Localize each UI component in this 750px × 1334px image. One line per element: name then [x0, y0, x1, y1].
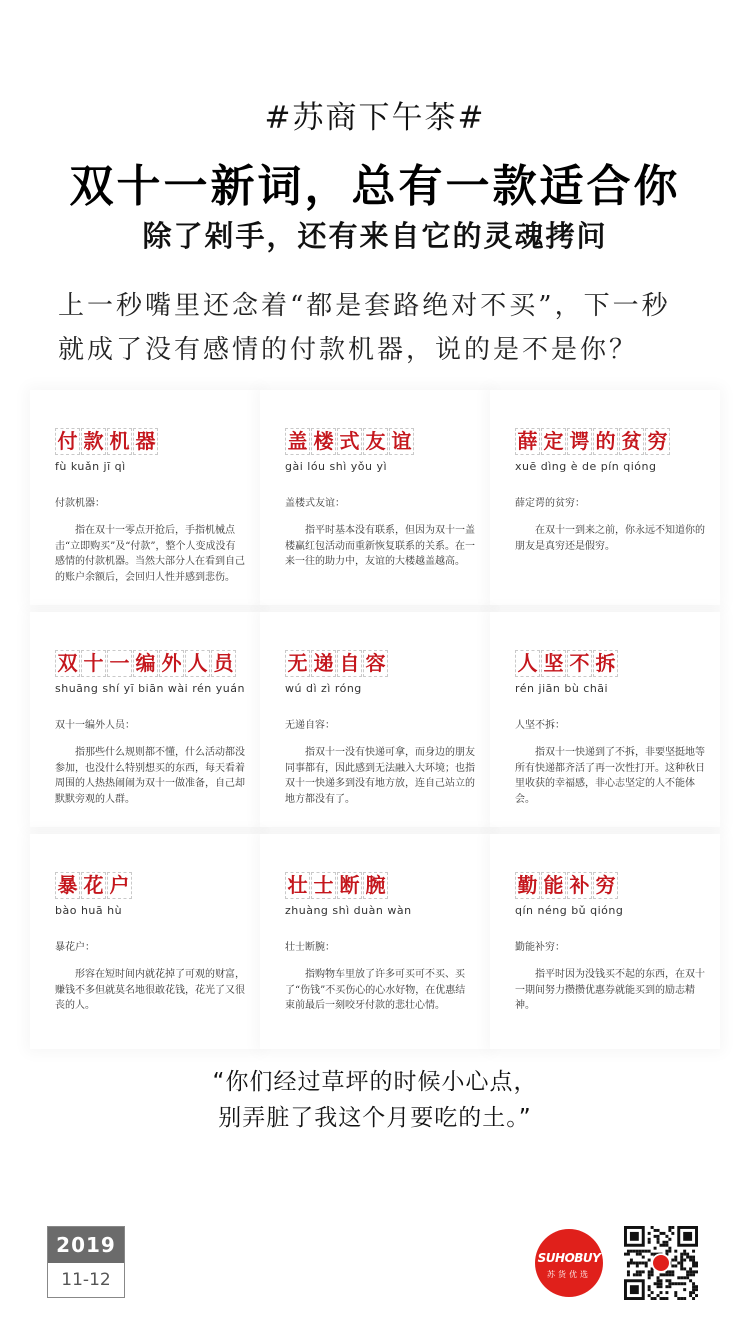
term-character: 暴	[55, 872, 80, 899]
term-pinyin: fù kuǎn jī qì	[55, 460, 126, 473]
term-character: 器	[133, 428, 158, 455]
term-label: 无递自容：	[285, 720, 335, 731]
term-title	[285, 650, 389, 678]
term-label: 人坚不拆：	[515, 720, 565, 731]
term-pinyin: gài lóu shì yǒu yì	[285, 460, 388, 473]
term-label: 暴花户：	[55, 942, 95, 953]
date-badge	[47, 1226, 125, 1298]
term-character: 无	[285, 650, 310, 677]
term-description: 指平时因为没钱买不起的东西，在双十一期间努力攒攒优惠券就能买到的励志精神。	[515, 969, 705, 1011]
term-character: 薛	[515, 428, 540, 455]
term-character: 断	[337, 872, 362, 899]
term-pinyin: zhuàng shì duàn wàn	[285, 904, 412, 917]
term-title	[515, 872, 619, 900]
intro-line-1: 上一秒嘴里还念着“都是套路绝对不买”，下一秒	[58, 291, 671, 321]
term-description: 指双十一没有快递可拿，而身边的朋友同事都有，因此感到无法融入大环境；也指双十一快递多到没有地方放，连自己站立的地方都没有了。	[285, 747, 475, 805]
date-year: 2019	[48, 1227, 124, 1263]
term-title	[55, 650, 237, 678]
term-character: 友	[363, 428, 388, 455]
term-title	[285, 428, 415, 456]
term-character: 容	[363, 650, 388, 677]
term-pinyin: xuē dìng è de pín qióng	[515, 460, 657, 473]
term-label: 勤能补穷：	[515, 942, 565, 953]
term-character: 能	[541, 872, 566, 899]
page-title: 双十一新词，总有一款适合你	[69, 161, 681, 212]
term-card	[260, 834, 490, 1049]
term-pinyin: rén jiān bù chāi	[515, 682, 609, 695]
term-character: 坚	[541, 650, 566, 677]
term-character: 谊	[389, 428, 414, 455]
date-day: 11-12	[61, 1270, 111, 1290]
term-title	[515, 428, 671, 456]
term-character: 腕	[363, 872, 388, 899]
term-card	[260, 390, 490, 605]
term-character: 补	[567, 872, 592, 899]
term-pinyin: qín néng bǔ qióng	[515, 904, 624, 917]
term-pinyin: bào huā hù	[55, 904, 123, 917]
intro-line-2: 就成了没有感情的付款机器，说的是不是你？	[58, 335, 639, 365]
term-card	[260, 612, 490, 827]
term-character: 勤	[515, 872, 540, 899]
term-character: 编	[133, 650, 158, 677]
brand-logo-en: SUHOBUY	[537, 1251, 601, 1265]
hashtag-title: #苏商下午茶#	[264, 100, 486, 136]
term-character: 递	[311, 650, 336, 677]
quote	[0, 1064, 750, 1136]
term-pinyin: wú dì zì róng	[285, 682, 362, 695]
term-character: 一	[107, 650, 132, 677]
term-title	[285, 872, 389, 900]
brand-logo	[535, 1229, 603, 1297]
term-description: 指购物车里放了许多可买可不买、买了“伤钱”不买伤心的心水好物，在优惠结束前最后一刻咬牙付款的悲壮心情。	[285, 969, 466, 1011]
term-character: 付	[55, 428, 80, 455]
term-character: 士	[311, 872, 336, 899]
term-card	[490, 834, 720, 1049]
term-label: 薛定谔的贫穷：	[515, 498, 585, 509]
term-character: 花	[81, 872, 106, 899]
term-character: 款	[81, 428, 106, 455]
term-character: 谔	[567, 428, 592, 455]
term-label: 壮士断腕：	[285, 942, 335, 953]
qr-code-icon[interactable]	[624, 1226, 698, 1300]
term-character: 穷	[645, 428, 670, 455]
term-character: 人	[515, 650, 540, 677]
term-description: 指在双十一零点开抢后，手指机械点击“立即购买”及“付款”，整个人变成没有感情的付款机器。当然大部分人在看到自己的账户余额后，会回归人性并感到悲伤。	[55, 525, 245, 583]
term-character: 自	[337, 650, 362, 677]
term-title	[55, 428, 159, 456]
term-character: 不	[567, 650, 592, 677]
quote-line-1: “你们经过草坪的时候小心点，	[212, 1069, 538, 1095]
term-title	[55, 872, 133, 900]
term-card	[30, 612, 260, 827]
term-description: 指平时基本没有联系，但因为双十一盖楼赢红包活动而重新恢复联系的关系。在一来一往的助力中，友谊的大楼越盖越高。	[285, 525, 475, 567]
term-character: 的	[593, 428, 618, 455]
term-character: 楼	[311, 428, 336, 455]
brand-logo-cn: 苏货优选	[547, 1270, 591, 1279]
term-description: 指那些什么规则都不懂，什么活动都没参加，也没什么特别想买的东西，每天看着周围的人热热闹闹为双十一做准备，自己却默默旁观的人群。	[55, 747, 245, 805]
term-title	[515, 650, 619, 678]
term-character: 拆	[593, 650, 618, 677]
term-description: 形容在短时间内就花掉了可观的财富，赚钱不多但就莫名地很敢花钱，花光了又很丧的人。	[55, 969, 245, 1011]
term-description: 指双十一快递到了不拆，非要坚挺地等所有快递都齐活了再一次性打开。这种秋日里收获的幸福感，非心志坚定的人不能体会。	[515, 747, 705, 805]
term-character: 盖	[285, 428, 310, 455]
term-character: 户	[107, 872, 132, 899]
term-label: 付款机器：	[55, 498, 105, 509]
term-character: 定	[541, 428, 566, 455]
term-character: 穷	[593, 872, 618, 899]
term-character: 双	[55, 650, 80, 677]
quote-line-2: 别弄脏了我这个月要吃的土。”	[218, 1105, 532, 1131]
term-character: 机	[107, 428, 132, 455]
term-character: 员	[211, 650, 236, 677]
term-pinyin: shuāng shí yī biān wài rén yuán	[55, 682, 245, 695]
term-character: 人	[185, 650, 210, 677]
term-label: 盖楼式友谊：	[285, 498, 345, 509]
page-subtitle: 除了剁手，还有来自它的灵魂拷问	[142, 219, 608, 253]
term-card	[30, 834, 260, 1049]
term-card	[490, 612, 720, 827]
term-character: 十	[81, 650, 106, 677]
term-card	[30, 390, 260, 605]
term-card	[490, 390, 720, 605]
term-character: 壮	[285, 872, 310, 899]
term-character: 贫	[619, 428, 644, 455]
term-character: 式	[337, 428, 362, 455]
term-label: 双十一编外人员：	[55, 720, 135, 731]
term-character: 外	[159, 650, 184, 677]
intro-paragraph	[58, 284, 698, 372]
term-description: 在双十一到来之前，你永远不知道你的朋友是真穷还是假穷。	[515, 525, 705, 552]
